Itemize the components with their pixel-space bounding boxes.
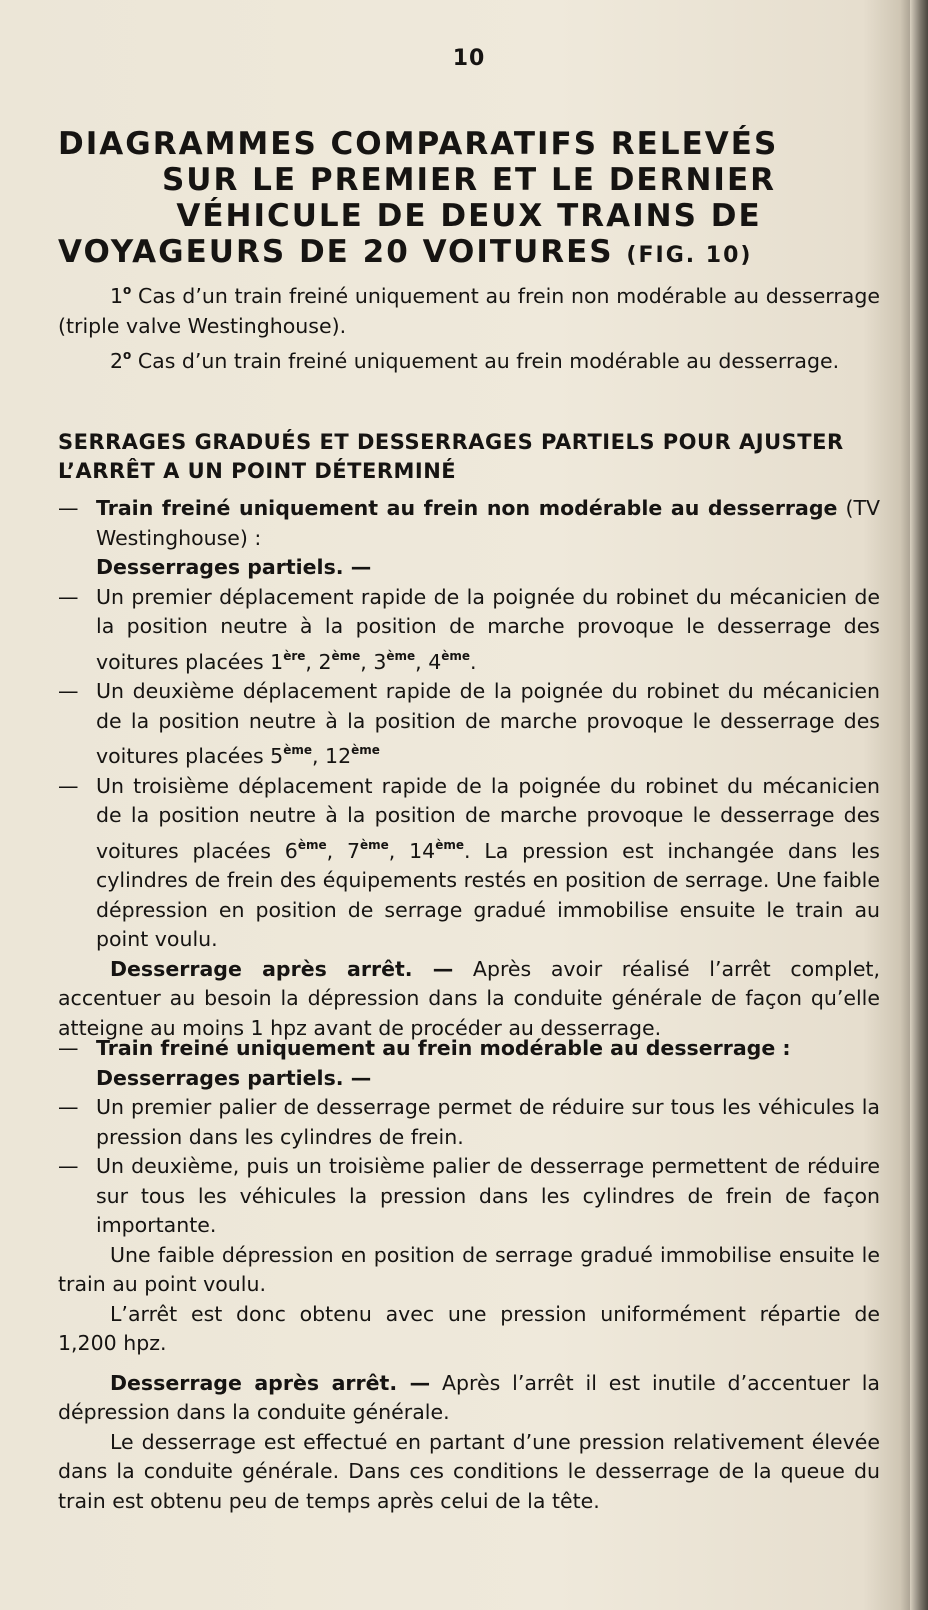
title-line-2: SUR LE PREMIER ET LE DERNIER (161, 162, 776, 198)
case-2-sup: o (123, 348, 132, 362)
part-2-item-1: Un premier palier de desserrage permet de réduire sur tous les véhicules la pression dans les cylindres de frein. (96, 1095, 880, 1149)
part-2 (58, 1034, 880, 1516)
case-1-sup: o (123, 283, 132, 297)
part-1-after-stop (58, 955, 880, 1044)
case-2-num: 2 (110, 349, 124, 373)
ordinal-suffix: ème (351, 743, 380, 757)
part-2-para-2: L’arrêt est donc obtenu avec une pression uniformément répartie de 1,200 hpz. (58, 1301, 880, 1355)
dash-glyph: — (58, 1036, 79, 1060)
part-1-heading (58, 494, 880, 553)
part-2-after-stop (58, 1369, 880, 1428)
ordinal-number: 5 (270, 744, 284, 768)
part-1-item-2-text: Un deuxième déplacement rapide de la poignée du robinet du mécanicien de la position neutre à la position de marche provoque le desserrage des voitures placées (96, 679, 880, 768)
ordinal-suffix: ème (435, 837, 464, 852)
part-1-item-1-tail: . (470, 649, 477, 674)
part-1-item-3-tail: . La pression est inchangée dans les cylindres de frein des équipements restés en position de serrage. Une faible dépression en position de serrage gradué immobilise ensuite le train au point voulu. (96, 838, 880, 951)
ordinal-suffix: ème (360, 837, 389, 852)
chapter-title (58, 126, 880, 274)
ordinal-suffix: ème (386, 648, 416, 663)
section-heading: SERRAGES GRADUÉS ET DESSERRAGES PARTIELS POUR AJUSTER L’ARRÊT A UN POINT DÉTERMINÉ (58, 430, 844, 483)
part-1-heading-bold: Train freiné uniquement au frein non modérable au desserrage (96, 496, 838, 520)
ordinal-number: 7 (346, 838, 360, 863)
case-1-text: Cas d’un train freiné uniquement au frein non modérable au desserrage (triple valve Westinghouse). (58, 284, 880, 338)
part-1-item (58, 772, 880, 955)
ordinal-suffix: ème (297, 837, 327, 852)
part-2-item-2: Un deuxième, puis un troisième palier de desserrage permettent de réduire sur tous les véhicules la pression dans les cylindres de frein de façon importante. (96, 1154, 880, 1237)
part-2-para-3: Le desserrage est effectué en partant d’une pression relativement élevée dans la conduite générale. Dans ces conditions le desserrage de la queue du train est obtenu peu de temps après celui de la tête. (58, 1429, 880, 1513)
dash-glyph: — (58, 1154, 79, 1178)
dash-glyph: — (58, 679, 79, 703)
dash-glyph: — (58, 496, 79, 520)
dash-glyph: — (58, 584, 79, 609)
part-1-item (58, 583, 880, 678)
ordinal-number: 12 (325, 744, 352, 768)
part-1-item-3-text: Un troisième déplacement rapide de la poignée du robinet du mécanicien de la position neutre à la position de marche provoque le desserrage des voitures placées (96, 773, 880, 863)
part-1-item (58, 677, 880, 772)
part-2-heading (58, 1034, 880, 1064)
ordinals: 5ème, 12ème (270, 743, 380, 768)
after-stop-text: Après avoir réalisé l’arrêt complet, accentuer au besoin la dépression dans la conduite générale de façon qu’elle atteigne au moins 1 hpz avant de procéder au desserrage. (58, 956, 880, 1040)
part-1-subheading: Desserrages partiels. — (96, 555, 372, 579)
ordinals: 1ère, 2ème, 3ème, 4ème (270, 648, 471, 674)
part-2-subheading: Desserrages partiels. — (96, 1065, 372, 1090)
figure-reference: (FIG. 10) (626, 243, 753, 268)
page-number: 10 (452, 46, 486, 71)
case-2 (58, 341, 880, 377)
part-2-item (58, 1093, 880, 1152)
part-2-heading-text: Train freiné uniquement au frein modérable au desserrage : (96, 1036, 791, 1060)
after-stop-label: Desserrage après arrêt. — (110, 1370, 431, 1395)
ordinal-suffix: ème (441, 648, 471, 663)
ordinal-number: 14 (409, 838, 436, 863)
case-1 (58, 276, 880, 341)
book-spine-edge (910, 0, 928, 1610)
part-2-item (58, 1152, 880, 1241)
ordinal-number: 4 (428, 649, 442, 674)
ordinals: 6ème, 7ème, 14ème (284, 837, 464, 863)
part-1 (58, 494, 880, 1043)
ordinal-number: 2 (318, 649, 332, 674)
title-line-4 (58, 234, 880, 274)
part-1-item-1-text: Un premier déplacement rapide de la poignée du robinet du mécanicien de la position neutre à la position de marche provoque le desserrage des voitures placées (96, 584, 880, 674)
ordinal-number: 6 (284, 838, 298, 863)
ordinal-number: 3 (373, 649, 387, 674)
case-1-num: 1 (110, 284, 124, 308)
after-stop-text: Après l’arrêt il est inutile d’accentuer la dépression dans la conduite générale. (58, 1370, 880, 1424)
ordinal-suffix: ère (283, 648, 306, 663)
dash-glyph: — (58, 773, 79, 798)
ordinal-suffix: ème (283, 743, 312, 757)
cases-block (58, 276, 880, 377)
ordinal-suffix: ème (331, 648, 361, 663)
title-line-4-text: VOYAGEURS DE 20 VOITURES (58, 234, 614, 270)
after-stop-label: Desserrage après arrêt. — (110, 956, 454, 981)
case-2-text: Cas d’un train freiné uniquement au frein modérable au desserrage. (131, 349, 840, 373)
title-line-1: DIAGRAMMES COMPARATIFS RELEVÉS (58, 126, 779, 162)
ordinal-number: 1 (270, 649, 284, 674)
dash-glyph: — (58, 1095, 79, 1119)
title-line-3: VÉHICULE DE DEUX TRAINS DE (176, 198, 762, 234)
part-2-para-1: Une faible dépression en position de serrage gradué immobilise ensuite le train au point voulu. (58, 1242, 880, 1296)
part-1-heading-rest: (TV Westinghouse) : (96, 496, 881, 550)
